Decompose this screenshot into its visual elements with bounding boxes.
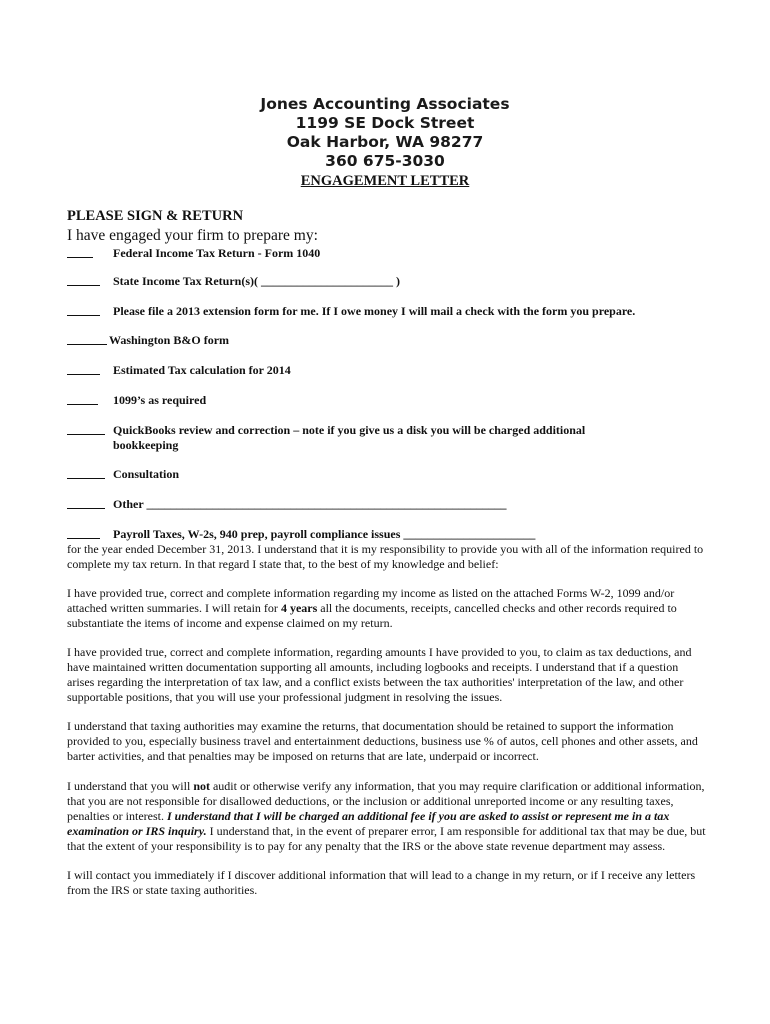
check-blank[interactable] — [67, 527, 100, 539]
checklist-label: QuickBooks review and correction – note if you give us a disk you will be charged additional — [113, 423, 586, 437]
checklist-item-bo — [67, 333, 230, 349]
please-sign-heading: PLEASE SIGN & RETURN — [67, 208, 244, 224]
checklist-label: Please file a 2013 extension form for me. If I owe money I will mail a check with the form you prepare. — [113, 304, 636, 318]
engaged-intro: I have engaged your firm to prepare my: — [67, 227, 318, 244]
paragraph-text: all the documents, receipts, cancelled checks and other records required to substantiate the items of income and expense claimed on my return. — [67, 601, 677, 630]
paragraph-examination: I understand that taxing authorities may examine the returns, that documentation should be retained to support the information provided to you, especially business travel and entertainment deductions, business use % of autos, cell phones and other assets, and barter activities, and that penalties may be imposed on returns that are late, underpaid or incorrect. — [67, 719, 698, 763]
firm-name: Jones Accounting Associates — [260, 95, 510, 113]
paragraph-verification — [67, 779, 707, 854]
checklist-item-payroll — [67, 527, 536, 543]
paragraph-text: I have provided true, correct and complete information regarding my income as listed on the attached Forms W-2, 1099 and/or attached written summaries. I will retain for — [67, 586, 675, 615]
checklist-item-federal — [67, 246, 321, 262]
checklist-item-estimated — [67, 363, 291, 379]
check-blank[interactable] — [67, 467, 105, 479]
checklist-label: Estimated Tax calculation for 2014 — [113, 363, 291, 377]
paragraph-text: audit or otherwise verify any information, that you may require clarification or additional information, that you are not responsible for disallowed deductions, or the inclusion or additional unreported income or any resulting taxes, penalties or interest. — [67, 779, 705, 823]
retention-period: 4 years — [280, 601, 318, 615]
check-blank[interactable] — [67, 363, 100, 375]
firm-city: Oak Harbor, WA 98277 — [286, 133, 484, 151]
paragraph-text: I understand that, in the event of preparer error, I am responsible for additional tax that may be due, but that the extent of your responsibility is to pay for any penalty that the IRS or the above state revenue department may assess. — [67, 824, 706, 853]
letterhead — [0, 95, 770, 171]
checklist-label: Payroll Taxes, W-2s, 940 prep, payroll compliance issues ______________________ — [113, 527, 536, 541]
checklist-label: Washington B&O form — [109, 333, 230, 347]
checklist-label: 1099’s as required — [113, 393, 207, 407]
checklist-item-1099 — [67, 393, 207, 409]
paragraph-income — [67, 586, 707, 631]
paragraph-deductions: I have provided true, correct and complete information, regarding amounts I have provided to you, to claim as tax deductions, and have maintained written documentation supporting all amounts, including logbooks and receipts. I understand that if a question arises regarding the interpretation of tax law, and a conflict exists between the tax authorities' interpretation of the law, and other supportable positions, that you will use your professional judgment in resolving the issues. — [67, 645, 692, 704]
check-blank[interactable] — [67, 246, 93, 258]
paragraph-contact: I will contact you immediately if I discover additional information that will lead to a change in my return, or if I receive any letters from the IRS or state taxing authorities. — [67, 868, 696, 897]
checklist-label: Other ____________________________________________________________ — [113, 497, 507, 511]
checklist-label-cont: bookkeeping — [113, 438, 179, 452]
checklist-item-consultation — [67, 467, 180, 483]
checklist-label: Federal Income Tax Return - Form 1040 — [113, 246, 321, 260]
additional-fee-notice: I understand that I will be charged an additional fee if you are asked to assist or represent me in a tax examination or IRS inquiry. — [67, 809, 670, 838]
check-blank[interactable] — [67, 423, 105, 435]
firm-street: 1199 SE Dock Street — [295, 114, 475, 132]
paragraph-text: I understand that you will — [67, 779, 194, 793]
paragraph-responsibility: for the year ended December 31, 2013. I understand that it is my responsibility to provide you with all of the information required to complete my tax return. In that regard I state that, to the best of my knowledge and belief: — [67, 542, 704, 571]
check-blank[interactable] — [67, 497, 105, 509]
checklist-label: Consultation — [113, 467, 180, 481]
check-blank[interactable] — [67, 333, 107, 345]
check-blank[interactable] — [67, 274, 100, 286]
checklist-item-other — [67, 497, 507, 513]
letter-title: ENGAGEMENT LETTER — [300, 173, 470, 189]
emphasis-not: not — [193, 779, 210, 793]
checklist-item-state — [67, 274, 400, 290]
checklist-item-quickbooks — [67, 423, 586, 452]
checklist-label: State Income Tax Return(s)( ______________________ ) — [113, 274, 400, 288]
check-blank[interactable] — [67, 304, 100, 316]
firm-phone: 360 675-3030 — [325, 152, 445, 170]
checklist-item-extension — [67, 304, 636, 320]
check-blank[interactable] — [67, 393, 98, 405]
